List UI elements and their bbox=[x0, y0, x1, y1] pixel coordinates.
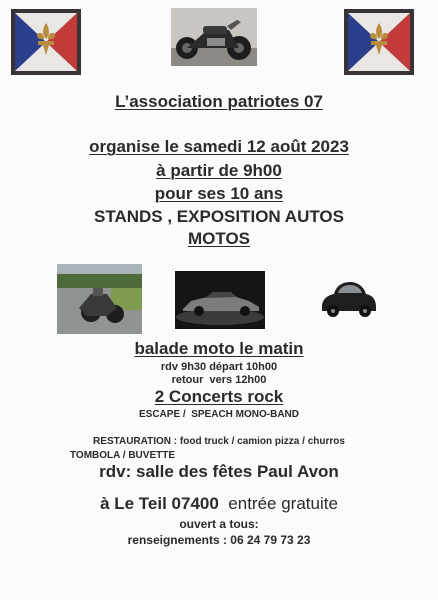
open-to-all: ouvert a tous: bbox=[179, 517, 259, 531]
event-start-time: à partir de 9h00 bbox=[156, 161, 282, 180]
location-line bbox=[0, 494, 438, 514]
contact-info: renseignements : 06 24 79 73 23 bbox=[127, 533, 311, 547]
motorcycle-photo bbox=[171, 8, 257, 66]
event-stands: STANDS , EXPOSITION AUTOS bbox=[94, 207, 344, 226]
restauration-items: food truck / camion pizza / churros bbox=[179, 436, 345, 447]
venue: rdv: salle des fêtes Paul Avon bbox=[99, 462, 339, 481]
ride-return: retour vers 12h00 bbox=[171, 374, 267, 386]
restauration-label: RESTAURATION : bbox=[93, 436, 178, 447]
classic-car-photo bbox=[175, 271, 265, 329]
concerts-bands: ESCAPE / SPEACH MONO-BAND bbox=[138, 409, 299, 420]
restauration-line bbox=[0, 436, 438, 447]
entry-info: entrée gratuite bbox=[228, 494, 338, 513]
trike-photo bbox=[57, 264, 142, 334]
concerts-title: 2 Concerts rock bbox=[154, 387, 284, 406]
ride-departure: rdv 9h30 départ 10h00 bbox=[160, 361, 278, 373]
event-anniversary: pour ses 10 ans bbox=[154, 184, 284, 203]
right-emblem bbox=[344, 9, 414, 75]
event-date: organise le samedi 12 août 2023 bbox=[89, 137, 349, 156]
location-place: à Le Teil 07400 bbox=[100, 494, 219, 513]
left-emblem bbox=[11, 9, 81, 75]
tombola-buvette: TOMBOLA / BUVETTE bbox=[70, 450, 175, 461]
page-title: L’association patriotes 07 bbox=[115, 92, 323, 111]
vintage-car-photo bbox=[318, 277, 378, 321]
event-motos: MOTOS bbox=[187, 229, 251, 248]
ride-title: balade moto le matin bbox=[134, 339, 304, 358]
